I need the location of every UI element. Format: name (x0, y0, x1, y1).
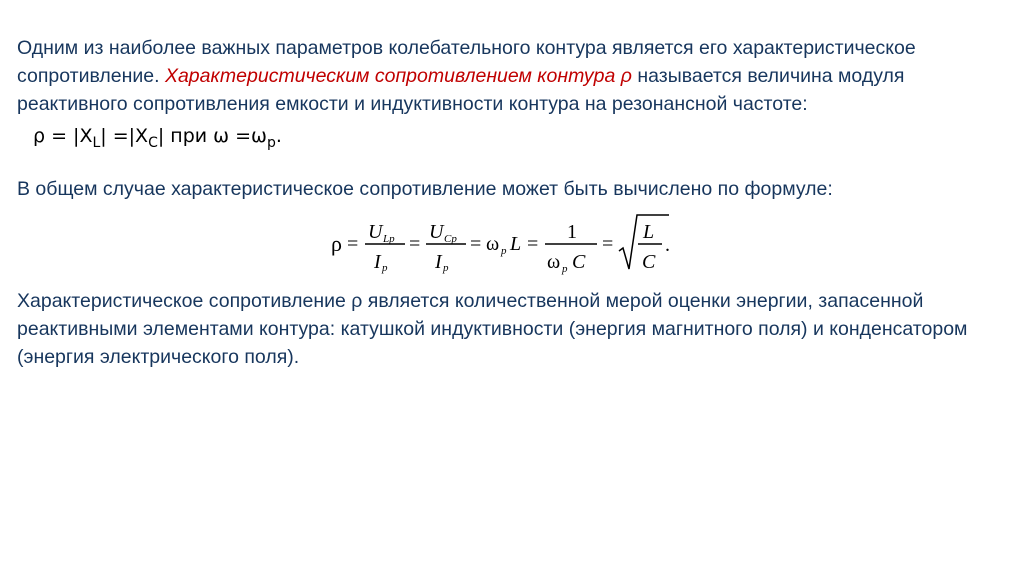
svg-text:р: р (382, 262, 388, 274)
svg-text:=: = (470, 233, 482, 255)
svg-text:I: I (374, 251, 381, 273)
paragraph-energy-measure: Характеристическое сопротивление ρ является количественной мерой оценки энергии, запасенной реактивными элементами контура: катушкой индуктивности (энергия магнитного поля) и конденсатором (энергия электрического поля). (17, 290, 968, 368)
intro-text: Одним из наиболее важных параметров колебательного контура является его характеристическое сопротивление. (17, 37, 916, 87)
svg-text:=: = (602, 233, 614, 255)
svg-text:Cр: Cр (444, 233, 457, 245)
svg-text:р: р (501, 245, 507, 257)
impedance-formula (329, 211, 674, 275)
svg-text:Lр: Lр (383, 233, 395, 245)
svg-text:L: L (643, 221, 655, 243)
svg-text:=: = (527, 233, 539, 255)
svg-text:C: C (572, 251, 586, 273)
svg-text:р: р (443, 262, 449, 274)
definition-text: называется величина модуля реактивного сопротивления емкости и индуктивности контура на резонансной частоте: (17, 65, 905, 115)
svg-text:1: 1 (567, 221, 577, 243)
paragraph-definition (17, 34, 1017, 151)
definition-highlight: Характеристическим сопротивлением контура ρ (164, 65, 632, 87)
svg-text:I: I (435, 251, 442, 273)
resonance-formula: $\rho = |X_L| =|X_C|$ при $\omega =\omega_р$. (33, 125, 282, 151)
paragraph-general-case: В общем случае характеристическое сопротивление может быть вычислено по формуле: (17, 178, 833, 200)
svg-text:L: L (510, 233, 522, 255)
equals-sign: = (347, 233, 359, 255)
svg-text:р: р (562, 263, 568, 275)
svg-text:ω: ω (486, 233, 500, 255)
svg-text:ω: ω (547, 251, 561, 273)
svg-text:U: U (429, 221, 444, 243)
rho-symbol: ρ (331, 231, 342, 256)
svg-text:=: = (409, 233, 421, 255)
svg-text:C: C (642, 251, 656, 273)
svg-text:.: . (665, 234, 670, 256)
svg-text:U: U (368, 221, 383, 243)
